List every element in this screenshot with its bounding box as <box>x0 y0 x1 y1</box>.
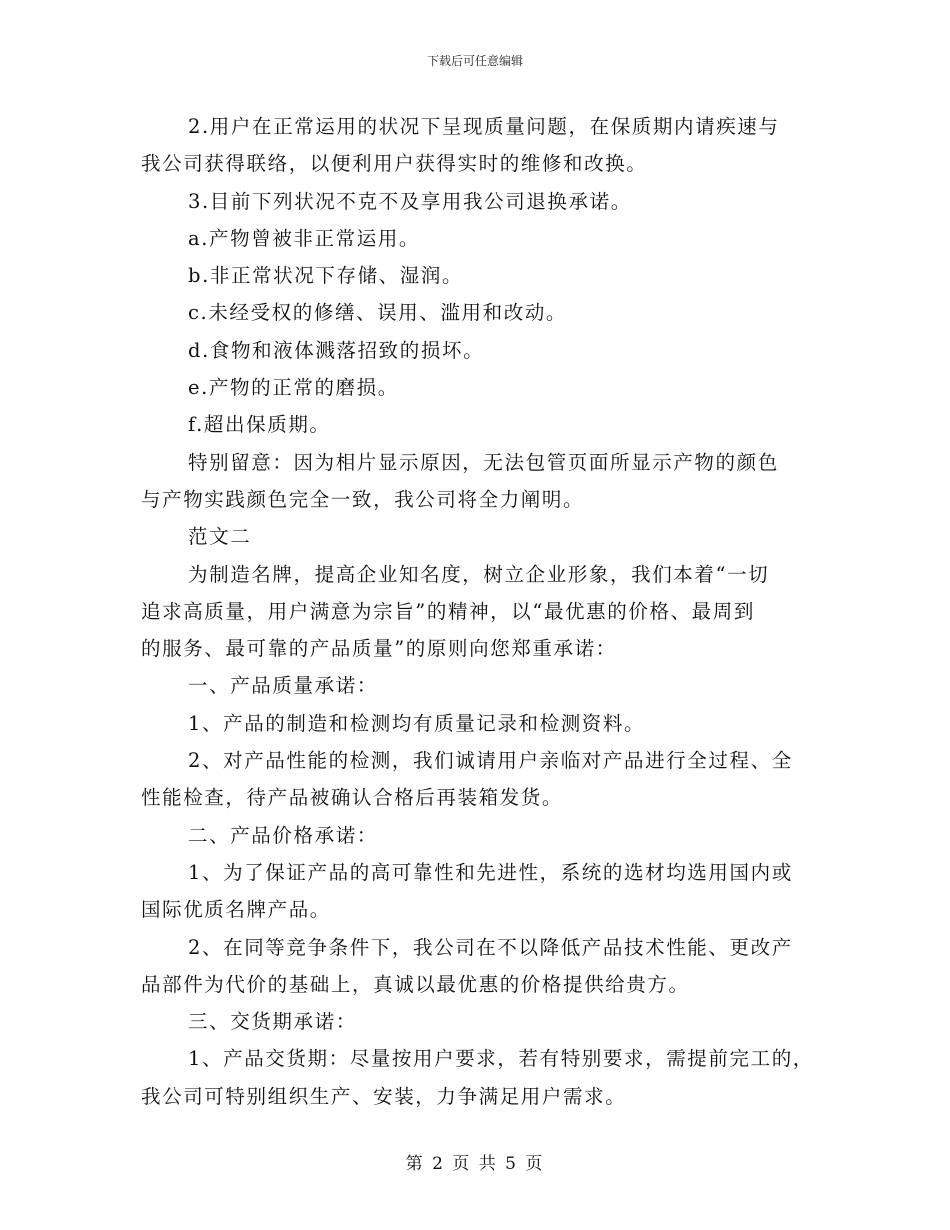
text-line: 2、对产品性能的检测，我们诚请用户亲临对产品进行全过程、全 <box>188 749 793 773</box>
page-header: 下载后可任意编辑 <box>426 54 523 68</box>
text-line: c.未经受权的修缮、误用、滥用和改动。 <box>188 301 568 325</box>
section-heading-quality <box>141 667 821 704</box>
paragraph-price-1 <box>141 854 821 929</box>
text-line: 1、产品的制造和检测均有质量记录和检测资料。 <box>188 711 646 735</box>
text-line: 的服务、最可靠的产品质量”的原则向您郑重承诺： <box>141 637 617 661</box>
paragraph-special-note <box>141 444 821 519</box>
text-line: 我公司获得联络，以便利用户获得实时的维修和改换。 <box>141 152 648 176</box>
list-item-a <box>141 220 821 257</box>
list-item-c <box>141 294 821 331</box>
list-item-b <box>141 257 821 294</box>
paragraph-repair-notice <box>141 108 821 183</box>
paragraph-price-2 <box>141 929 821 1004</box>
text-line: 为制造名牌，提高企业知名度，树立企业形象，我们本着“一切 <box>188 562 770 586</box>
text-line: e.产物的正常的磨损。 <box>188 376 399 400</box>
text-line: b.非正常状况下存储、湿润。 <box>188 264 464 288</box>
text-line: 1、为了保证产品的高可靠性和先进性，系统的选材均选用国内或 <box>188 860 793 884</box>
text-line: 一、产品质量承诺： <box>188 674 378 698</box>
text-line: 2、在同等竞争条件下，我公司在不以降低产品技术性能、更改产 <box>188 935 793 959</box>
text-line: 我公司可特别组织生产、安装，力争满足用户需求。 <box>141 1084 627 1108</box>
paragraph-quality-2 <box>141 742 821 817</box>
paragraph-quality-1 <box>141 705 821 742</box>
text-line: 性能检查，待产品被确认合格后再装箱发货。 <box>141 786 564 810</box>
text-line: 与产物实践颜色完全一致，我公司将全力阐明。 <box>141 487 585 511</box>
paragraph-commitment-intro <box>141 556 821 668</box>
list-item-d <box>141 332 821 369</box>
text-line: f.超出保质期。 <box>188 413 331 437</box>
text-line: 二、产品价格承诺： <box>188 823 378 847</box>
section-heading-sample-two <box>141 518 821 555</box>
text-line: 品部件为代价的基础上，真诚以最优惠的价格提供给贵方。 <box>141 972 690 996</box>
list-item-e <box>141 369 821 406</box>
text-line: 追求高质量，用户满意为宗旨”的精神，以“最优惠的价格、最周到 <box>141 599 755 623</box>
text-line: 2.用户在正常运用的状况下呈现质量问题，在保质期内请疾速与 <box>188 115 780 138</box>
list-item-f <box>141 406 821 443</box>
text-line: 三、交货期承诺： <box>188 1010 357 1034</box>
paragraph-delivery-1 <box>141 1040 821 1115</box>
text-line: 范文二 <box>188 525 252 549</box>
document-body <box>141 108 821 1115</box>
page-number: 第 2 页 共 5 页 <box>405 1154 545 1174</box>
text-line: 3.目前下列状况不克不及享用我公司退换承诺。 <box>188 189 632 213</box>
text-line: 1、产品交货期：尽量按用户要求，若有特别要求，需提前完工的， <box>188 1047 814 1071</box>
text-line: 国际优质名牌产品。 <box>141 898 331 922</box>
paragraph-exclusions-intro <box>141 183 821 220</box>
text-line: 特别留意：因为相片显示原因，无法包管页面所显示产物的颜色 <box>188 450 779 474</box>
text-line: a.产物曾被非正常运用。 <box>188 226 421 250</box>
section-heading-price <box>141 817 821 854</box>
text-line: d.食物和液体溅落招致的损坏。 <box>188 338 485 362</box>
section-heading-delivery <box>141 1003 821 1040</box>
